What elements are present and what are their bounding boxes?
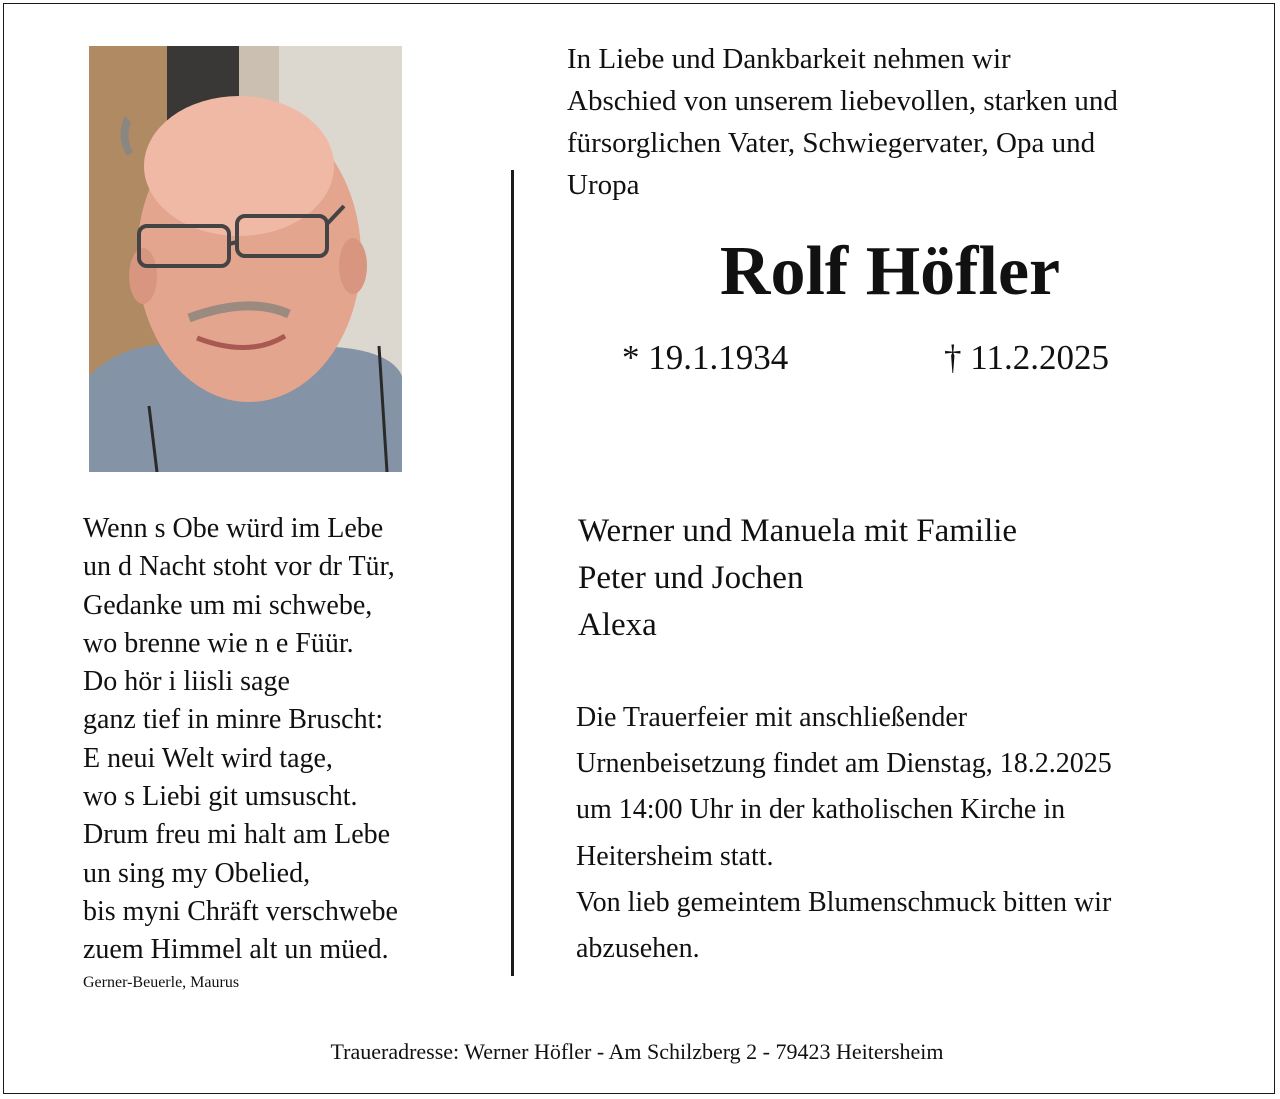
portrait-photo-icon bbox=[89, 46, 402, 472]
poem-line: zuem Himmel alt un müed. bbox=[83, 934, 389, 966]
service-line: Heitersheim statt. bbox=[576, 840, 774, 872]
service-line: Urnenbeisetzung findet am Dienstag, 18.2.2025 bbox=[576, 748, 1112, 780]
poem-line: Gedanke um mi schwebe, bbox=[83, 589, 373, 621]
poem-line: un d Nacht stoht vor dr Tür, bbox=[83, 551, 395, 583]
poem-author: Gerner-Beuerle, Maurus bbox=[83, 974, 240, 991]
poem bbox=[83, 510, 483, 970]
intro-line: Abschied von unserem liebevollen, starken und bbox=[567, 85, 1118, 117]
service-line: Die Trauerfeier mit anschließender bbox=[576, 702, 968, 733]
portrait-photo bbox=[89, 46, 402, 472]
poem-line: un sing my Obelied, bbox=[83, 857, 311, 889]
poem-line: Wenn s Obe würd im Lebe bbox=[83, 513, 384, 544]
mourner-entry: Peter und Jochen bbox=[578, 560, 804, 596]
death-date: † 11.2.2025 bbox=[944, 338, 1109, 377]
birth-date: * 19.1.1934 bbox=[622, 338, 789, 377]
poem-line: E neui Welt wird tage, bbox=[83, 742, 333, 774]
poem-line: Do hör i liisli sage bbox=[83, 666, 290, 698]
service-line: um 14:00 Uhr in der katholischen Kirche in bbox=[576, 794, 1066, 826]
service-line: abzusehen. bbox=[576, 933, 700, 965]
poem-line: bis myni Chräft verschwebe bbox=[83, 895, 398, 927]
poem-line: wo brenne wie n e Füür. bbox=[83, 627, 354, 659]
vertical-divider bbox=[511, 170, 514, 976]
mourner-entry: Alexa bbox=[578, 607, 657, 643]
intro-line: In Liebe und Dankbarkeit nehmen wir bbox=[567, 43, 1011, 75]
intro-line: Uropa bbox=[567, 169, 640, 201]
intro-line: fürsorglichen Vater, Schwiegervater, Opa und bbox=[567, 127, 1096, 159]
intro-text bbox=[567, 38, 1247, 206]
mourner-entry: Werner und Manuela mit Familie bbox=[578, 513, 1018, 549]
poem-line: Drum freu mi halt am Lebe bbox=[83, 819, 391, 851]
deceased-name: Rolf Höfler bbox=[719, 233, 1061, 310]
service-line: Von lieb gemeintem Blumenschmuck bitten wir bbox=[576, 886, 1112, 918]
poem-line: wo s Liebi git umsuscht. bbox=[83, 781, 358, 813]
mourners-list bbox=[578, 508, 1238, 649]
poem-line: ganz tief in minre Bruscht: bbox=[83, 704, 384, 736]
mourning-address: Traueradresse: Werner Höfler - Am Schilzberg 2 - 79423 Heitersheim bbox=[330, 1039, 944, 1064]
funeral-service-info bbox=[576, 695, 1246, 972]
